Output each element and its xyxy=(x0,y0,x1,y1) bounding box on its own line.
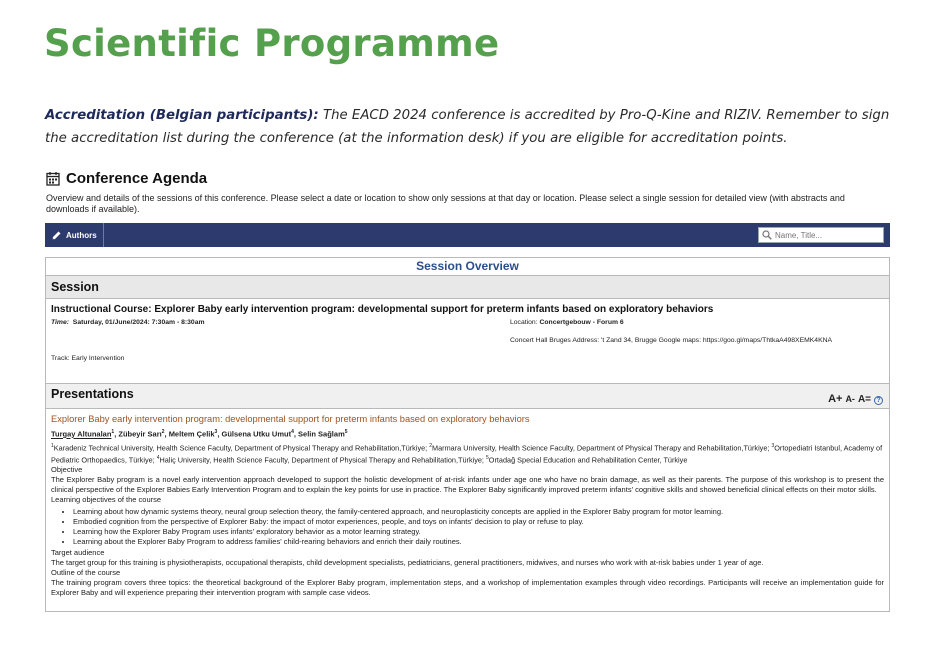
affiliation-superscript: 3 xyxy=(771,442,775,449)
target-heading: Target audience xyxy=(51,548,105,558)
session-track: Track: Early Intervention xyxy=(51,355,125,362)
help-icon[interactable]: ? xyxy=(874,396,883,405)
font-decrease-button[interactable]: A- xyxy=(845,394,855,404)
time-label: Time: xyxy=(51,319,70,326)
outline-heading: Outline of the course xyxy=(51,568,121,578)
accreditation-text: The EACD 2024 conference is accredited by Pro-Q-Kine and RIZIV. Remember to sign the accreditation list during the conference (at the information desk) if you are eligible for accreditation points. xyxy=(45,108,890,146)
author-separator: , xyxy=(217,429,222,439)
session-overview-title: Session Overview xyxy=(416,259,519,273)
accreditation-lead: Accreditation (Belgian participants) xyxy=(45,108,314,123)
presentation-title[interactable]: Explorer Baby early intervention program: developmental support for preterm infants based on exploratory behaviors xyxy=(51,414,530,424)
session-time xyxy=(51,319,205,326)
author-superscript: 4 xyxy=(291,429,294,435)
affiliation-text: Karadeniz Technical University, Health Science Faculty, Department of Physical Therapy and Rehabilitation,Türkiye; xyxy=(53,442,430,452)
affiliation-text: Marmara University, Health Science Faculty, Department of Physical Therapy and Rehabilitation,Türkiye; xyxy=(432,442,772,452)
learning-list xyxy=(51,507,884,547)
author-superscript: 1 xyxy=(111,429,115,435)
learning-item: • Learning how the Explorer Baby Program uses infants' exploratory behavior as a motor learning strategy. xyxy=(73,527,884,537)
author-name: Zübeyir Sarı xyxy=(118,429,162,439)
learning-item: • Learning about the Explorer Baby Program to address families' child-rearing behaviors and enrich their daily routines. xyxy=(73,537,884,547)
font-size-tools xyxy=(828,389,883,410)
affiliation-list xyxy=(51,441,884,466)
authors-label: Authors xyxy=(66,230,97,240)
affiliation-superscript: 1 xyxy=(51,442,54,449)
search-box xyxy=(758,227,884,243)
outline-text: The training program covers three topics: the theoretical background of the Explorer Baby program, implementation steps, and a workshop of implementation examples through video recordings. Participants will receive an implementation guide for Explorer Baby and will experience preparing their intervention program with sample case videos. xyxy=(51,578,884,598)
objective-heading: Objective xyxy=(51,465,83,475)
author-separator: , xyxy=(114,429,119,439)
objective-text: The Explorer Baby program is a novel early intervention approach developed to support the holistic development of at-risk infants under age one who have no brain damage, as well as their parents. The purpose of this workshop is to present the clinical perspective of the Explorer Babies Early Intervention Program and to explain the key points for use in practice. The Explorer Baby significantly improved preterm infants' cognitive skills and showed beneficial clinical effects on their motor skills. xyxy=(51,475,884,495)
presentations-header xyxy=(46,384,889,409)
session-details xyxy=(46,299,889,384)
learning-item: • Learning about how dynamic systems theory, neural group selection theory, the family-centered approach, and neuroplasticity concepts are applied in the Explorer Baby program for motor learning. xyxy=(73,507,884,517)
affiliation-text: Ortadağ Special Education and Rehabilitation Center, Türkiye xyxy=(488,455,688,465)
authors-button[interactable] xyxy=(45,223,104,247)
session-header: Session xyxy=(46,275,889,299)
accreditation-note xyxy=(45,104,905,150)
target-text: The target group for this training is physiotherapists, occupational therapists, child development specialists, pediatricians, general practitioners, midwives, and nurses who work with at-risk babies under 1 year of age. xyxy=(51,558,764,568)
session-location xyxy=(510,319,624,326)
author-separator: , xyxy=(293,429,299,439)
location-value: Concertgebouw - Forum 6 xyxy=(539,319,624,326)
agenda-title: Conference Agenda xyxy=(66,170,208,187)
presentation-body xyxy=(46,409,889,598)
learning-item: • Embodied cognition from the perspective of Explorer Baby: the impact of motor experiences, people, and toys on infants' decision to play or refuse to play. xyxy=(73,517,884,527)
learning-heading: Learning objectives of the course xyxy=(51,495,162,505)
search-icon xyxy=(762,230,772,240)
author-superscript: 3 xyxy=(214,429,218,435)
location-label: Location: xyxy=(510,319,538,326)
search-input[interactable] xyxy=(775,231,875,240)
affiliation-text: Haliç University, Health Science Faculty, Department of Physical Therapy and Rehabilitation,Türkiye; xyxy=(159,455,486,465)
affiliation-superscript: 5 xyxy=(485,454,489,461)
affiliation-superscript: 4 xyxy=(156,454,160,461)
agenda-description: Overview and details of the sessions of this conference. Please select a date or location to show only sessions at that day or location. Please select a single session for detailed view (with abstracts and downloads if available). xyxy=(46,193,845,214)
font-increase-button[interactable]: A+ xyxy=(828,393,843,405)
accreditation-colon: : xyxy=(313,108,319,123)
presenting-author[interactable]: Turgay Altunalan xyxy=(51,429,112,439)
session-address: Concert Hall Bruges Address: 't Zand 34, Brugge Google maps: https://goo.gl/maps/ThtkaA498XEMK4KNA xyxy=(510,337,833,344)
agenda-header xyxy=(46,170,207,187)
presentations-label: Presentations xyxy=(51,387,134,401)
author-superscript: 5 xyxy=(344,429,348,435)
font-reset-button[interactable]: A= xyxy=(857,394,871,405)
author-name: Gülsena Utku Umut xyxy=(221,429,292,439)
page-title: Scientific Programme xyxy=(44,22,500,65)
agenda-toolbar xyxy=(45,223,890,247)
calendar-icon xyxy=(46,171,60,186)
author-name: Selin Sağlam xyxy=(298,429,345,439)
time-value: Saturday, 01/June/2024: 7:30am - 8:30am xyxy=(72,319,205,326)
session-title: Instructional Course: Explorer Baby early intervention program: developmental support for preterm infants based on exploratory behaviors xyxy=(51,304,714,315)
pen-icon xyxy=(51,230,62,241)
affiliation-superscript: 2 xyxy=(429,442,432,449)
author-list xyxy=(51,427,884,440)
author-separator: , xyxy=(164,429,169,439)
author-superscript: 2 xyxy=(161,429,165,435)
author-name: Meltem Çelik xyxy=(168,429,215,439)
affiliation-text: Ortopediatri Istanbul, Academy of Pediatric Orthopaedics, Türkiye; xyxy=(51,442,883,465)
session-overview-panel xyxy=(45,257,890,612)
